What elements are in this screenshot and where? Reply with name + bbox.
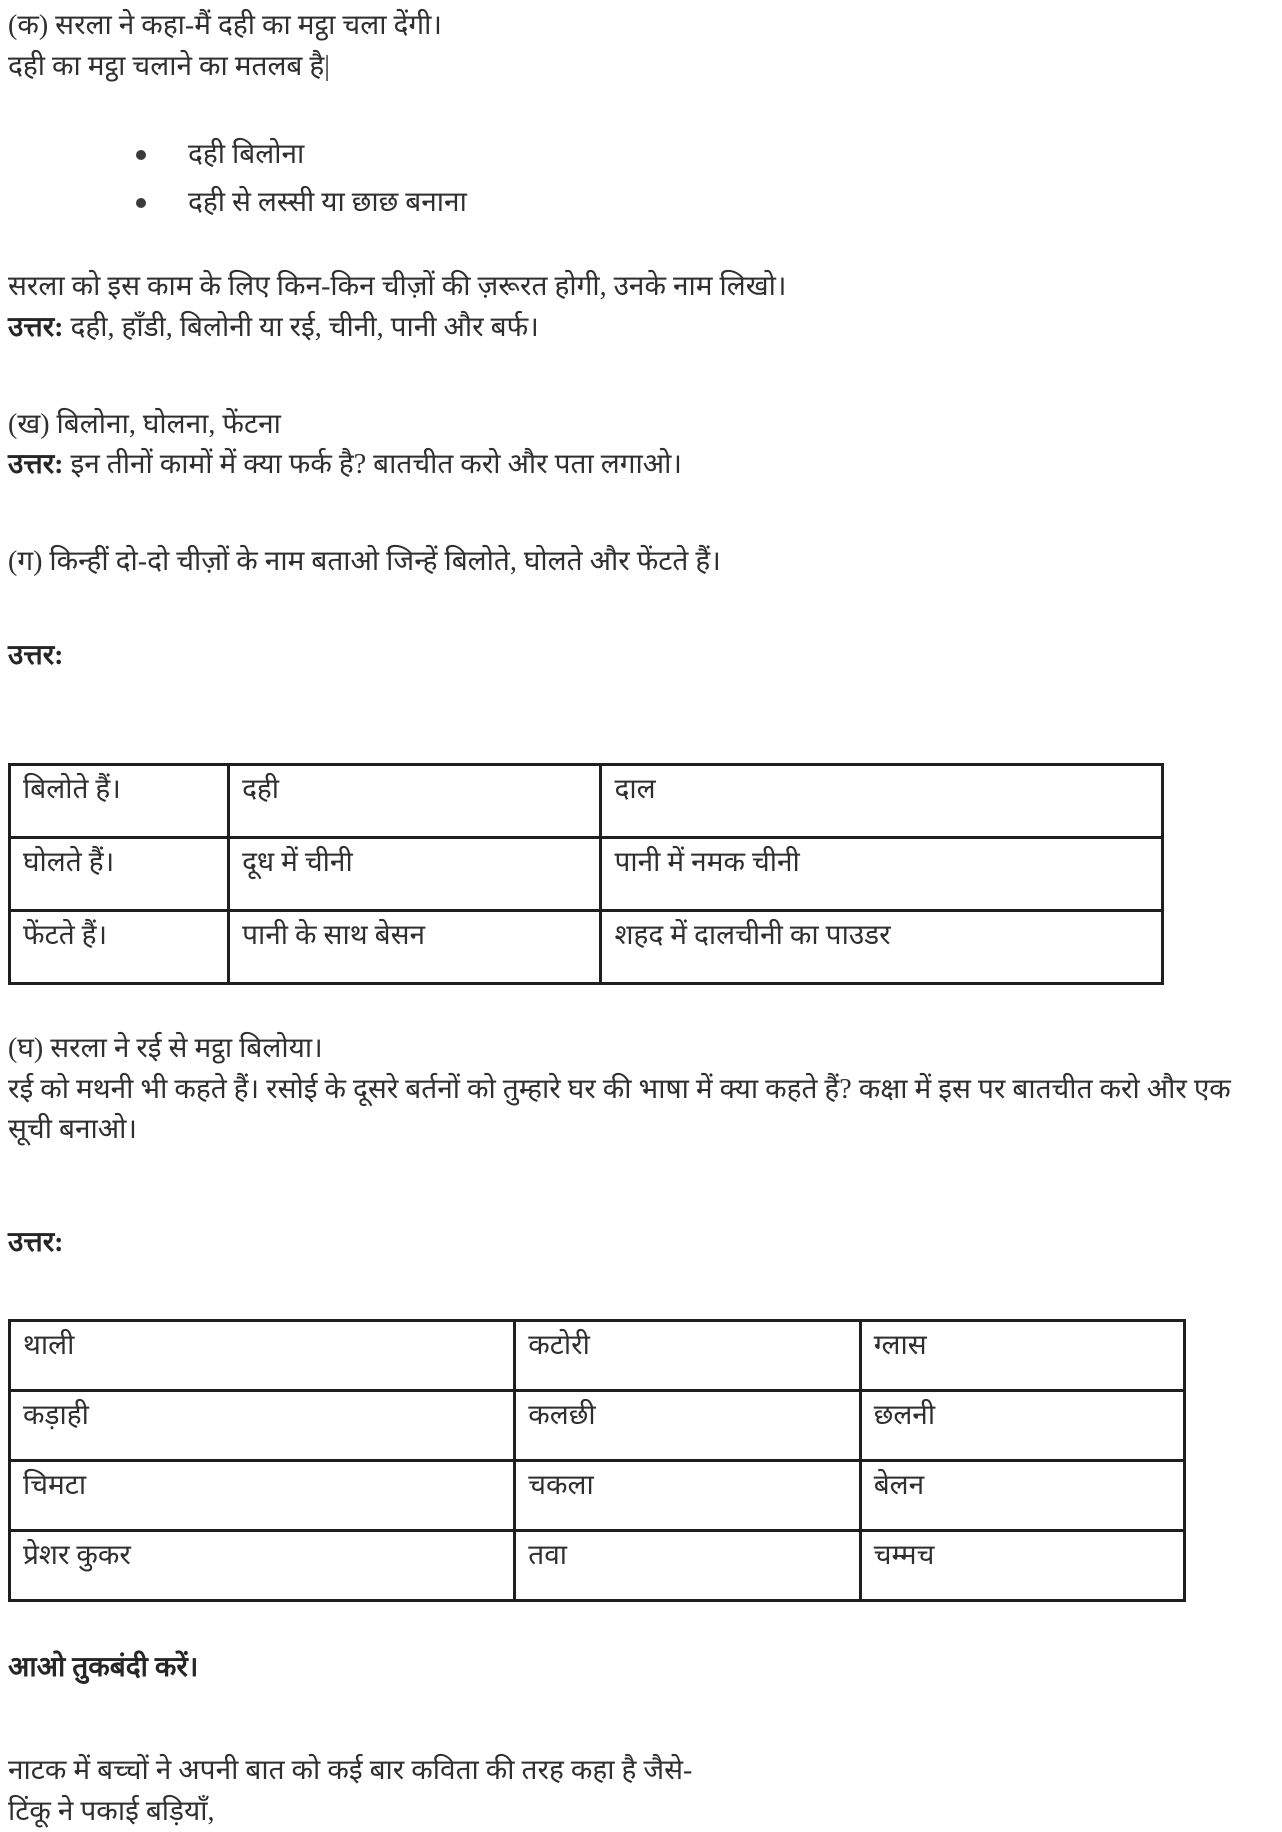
table-cell: दूध में चीनी	[229, 837, 601, 910]
section-ga-line1: (ग) किन्हीं दो-दो चीज़ों के नाम बताओ जिन्हें बिलोते, घोलते और फेंटते हैं।	[8, 542, 1274, 583]
table-row	[10, 1461, 1185, 1531]
list-item	[136, 135, 1274, 176]
table-cell: दही	[229, 764, 601, 837]
table-cell: बेलन	[860, 1461, 1184, 1531]
bullet-icon	[136, 150, 146, 160]
table-cell: दाल	[601, 764, 1163, 837]
section-ka-answer	[8, 308, 1274, 349]
answer-label: उत्तर:	[8, 1223, 1274, 1264]
answer-label: उत्तर:	[8, 312, 63, 343]
table-cell: शहद में दालचीनी का पाउडर	[601, 910, 1163, 983]
table-row	[10, 837, 1163, 910]
table-cell: ग्लास	[860, 1321, 1184, 1391]
table-cell: कलछी	[515, 1391, 860, 1461]
section-ka-bullet-list	[8, 135, 1274, 223]
table-cell: बिलोते हैं।	[10, 764, 229, 837]
answer-text: दही, हाँडी, बिलोनी या रई, चीनी, पानी और बर्फ।	[63, 312, 538, 343]
footer-line1: नाटक में बच्चों ने अपनी बात को कई बार कविता की तरह कहा है जैसे-	[8, 1751, 1274, 1792]
table-cell: छलनी	[860, 1391, 1184, 1461]
section-gha-line1: (घ) सरला ने रई से मट्ठा बिलोया।	[8, 1029, 1274, 1070]
section-ka-line2: दही का मट्ठा चलाने का मतलब है|	[8, 47, 1274, 88]
section-kha-line1: (ख) बिलोना, घोलना, फेंटना	[8, 405, 1274, 446]
answer-label: उत्तर:	[8, 636, 1274, 677]
bullet-icon	[136, 198, 146, 208]
table-cell: कड़ाही	[10, 1391, 515, 1461]
section-gha-line2: रई को मथनी भी कहते हैं। रसोई के दूसरे बर्तनों को तुम्हारे घर की भाषा में क्या कहते हैं? कक्षा में इस पर बातचीत करो और एक सूची बनाओ।	[8, 1070, 1274, 1151]
actions-items-table	[8, 763, 1164, 985]
table-cell: कटोरी	[515, 1321, 860, 1391]
section-ka-question: सरला को इस काम के लिए किन-किन चीज़ों की ज़रूरत होगी, उनके नाम लिखो।	[8, 267, 1274, 308]
list-item-text: दही बिलोना	[188, 139, 304, 170]
footer-line2: टिंकू ने पकाई बड़ियाँ,	[8, 1792, 1274, 1832]
section-heading: आओ तुकबंदी करें।	[8, 1648, 1274, 1689]
table-cell: फेंटते हैं।	[10, 910, 229, 983]
table-cell: तवा	[515, 1531, 860, 1601]
section-kha-answer	[8, 445, 1274, 486]
table-row	[10, 910, 1163, 983]
table-row	[10, 1391, 1185, 1461]
section-ka-line1: (क) सरला ने कहा-मैं दही का मट्ठा चला देंगी।	[8, 6, 1274, 47]
answer-label: उत्तर:	[8, 449, 63, 480]
table-row	[10, 1321, 1185, 1391]
table-cell: चम्मच	[860, 1531, 1184, 1601]
table-row	[10, 1531, 1185, 1601]
table-cell: प्रेशर कुकर	[10, 1531, 515, 1601]
table-cell: घोलते हैं।	[10, 837, 229, 910]
list-item-text: दही से लस्सी या छाछ बनाना	[188, 187, 467, 218]
answer-text: इन तीनों कामों में क्या फर्क है? बातचीत करो और पता लगाओ।	[63, 449, 682, 480]
table-cell: पानी के साथ बेसन	[229, 910, 601, 983]
utensils-table	[8, 1319, 1186, 1602]
table-cell: चकला	[515, 1461, 860, 1531]
list-item	[136, 183, 1274, 224]
table-cell: चिमटा	[10, 1461, 515, 1531]
table-row	[10, 764, 1163, 837]
table-cell: थाली	[10, 1321, 515, 1391]
table-cell: पानी में नमक चीनी	[601, 837, 1163, 910]
